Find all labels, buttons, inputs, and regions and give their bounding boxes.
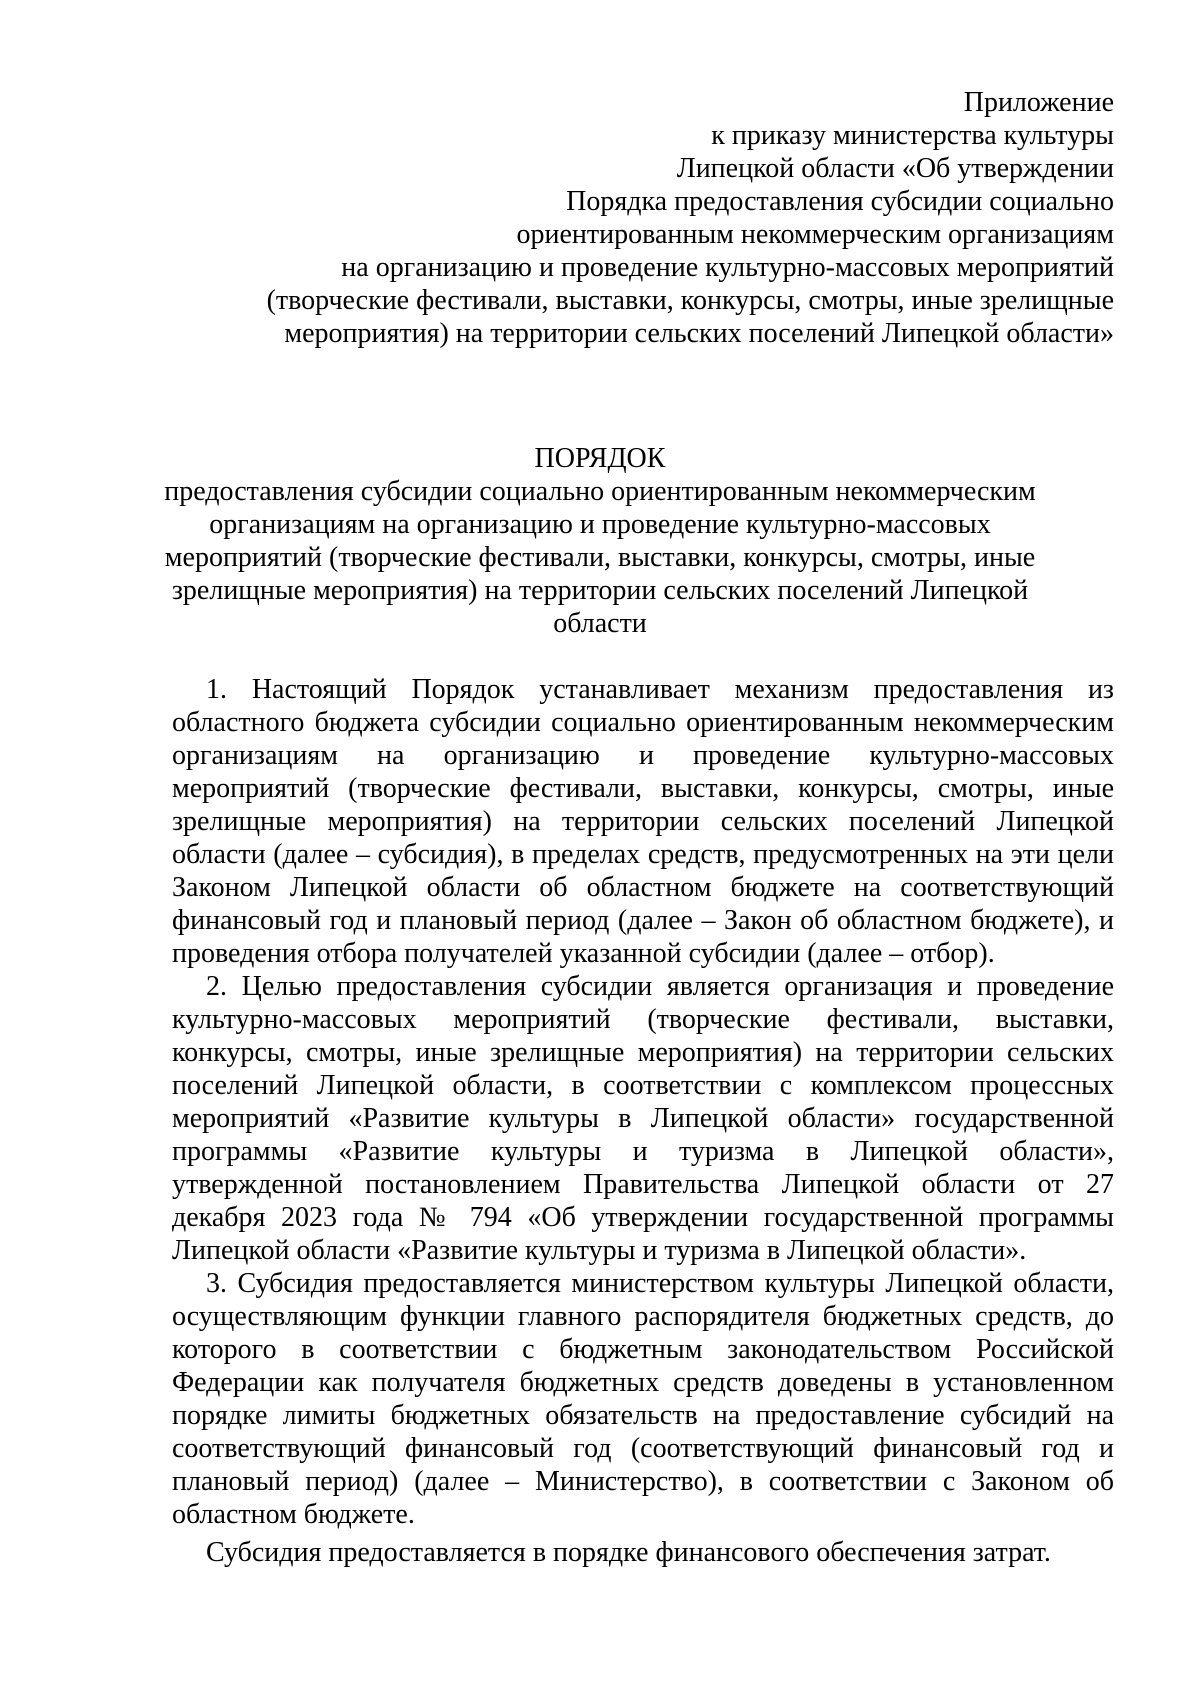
appendix-line: Приложение <box>963 87 1114 118</box>
paragraph-1: 1. Настоящий Порядок устанавливает механизм предоставления из областного бюджета субсидии социально ориентированным некоммерческим организациям на организацию и проведение культурно-массовых мероприятий (творческие фестивали, выставки, конкурсы, смотры, иные зрелищные мероприятия) на территории сельских поселений Липецкой области (далее – субсидия), в пределах средств, предусмотренных на эти цели Законом Липецкой области об областном бюджете на соответствующий финансовый год и плановый период (далее – Закон об областном бюджете), и проведения отбора получателей указанной субсидии (далее – отбор). <box>172 674 1114 969</box>
document-subtitle-line: предоставления субсидии социально ориентированным некоммерческим <box>164 476 1036 507</box>
appendix-line: к приказу министерства культуры <box>711 120 1114 151</box>
appendix-line: ориентированным некоммерческим организациям <box>516 219 1114 250</box>
paragraph-4: Субсидия предоставляется в порядке финансового обеспечения затрат. <box>206 1537 1051 1568</box>
document-title: ПОРЯДОК <box>534 443 666 474</box>
appendix-line: Липецкой области «Об утверждении <box>676 153 1114 184</box>
appendix-line: на организацию и проведение культурно-массовых мероприятий <box>341 252 1114 283</box>
paragraph-2: 2. Целью предоставления субсидии является организация и проведение культурно-массовых мероприятий (творческие фестивали, выставки, конкурсы, смотры, иные зрелищные мероприятия) на территории сельских поселений Липецкой области, в соответствии с комплексом процессных мероприятий «Развитие культуры в Липецкой области» государственной программы «Развитие культуры и туризма в Липецкой области», утвержденной постановлением Правительства Липецкой области от 27 декабря 2023 года № 794 «Об утверждении государственной программы Липецкой области «Развитие культуры и туризма в Липецкой области». <box>172 971 1114 1266</box>
document-title-block <box>150 442 1050 640</box>
document-subtitle-line: зрелищные мероприятия) на территории сельских поселений Липецкой <box>171 575 1029 606</box>
appendix-header <box>214 86 1114 350</box>
document-body <box>172 673 1114 1569</box>
document-subtitle-line: области <box>553 608 647 639</box>
document-subtitle-line: организациям на организацию и проведение культурно-массовых <box>209 509 991 540</box>
document-subtitle-line: мероприятий (творческие фестивали, выставки, конкурсы, смотры, иные <box>164 542 1036 573</box>
appendix-line: (творческие фестивали, выставки, конкурсы, смотры, иные зрелищные <box>266 285 1114 316</box>
appendix-line: Порядка предоставления субсидии социально <box>566 186 1114 217</box>
appendix-line: мероприятия) на территории сельских поселений Липецкой области» <box>284 318 1114 349</box>
paragraph-3: 3. Субсидия предоставляется министерством культуры Липецкой области, осуществляющим функции главного распорядителя бюджетных средств, до которого в соответствии с бюджетным законодательством Российской Федерации как получателя бюджетных средств доведены в установленном порядке лимиты бюджетных обязательств на предоставление субсидий на соответствующий финансовый год (соответствующий финансовый год и плановый период) (далее – Министерство), в соответствии с Законом об областном бюджете. <box>172 1268 1114 1530</box>
